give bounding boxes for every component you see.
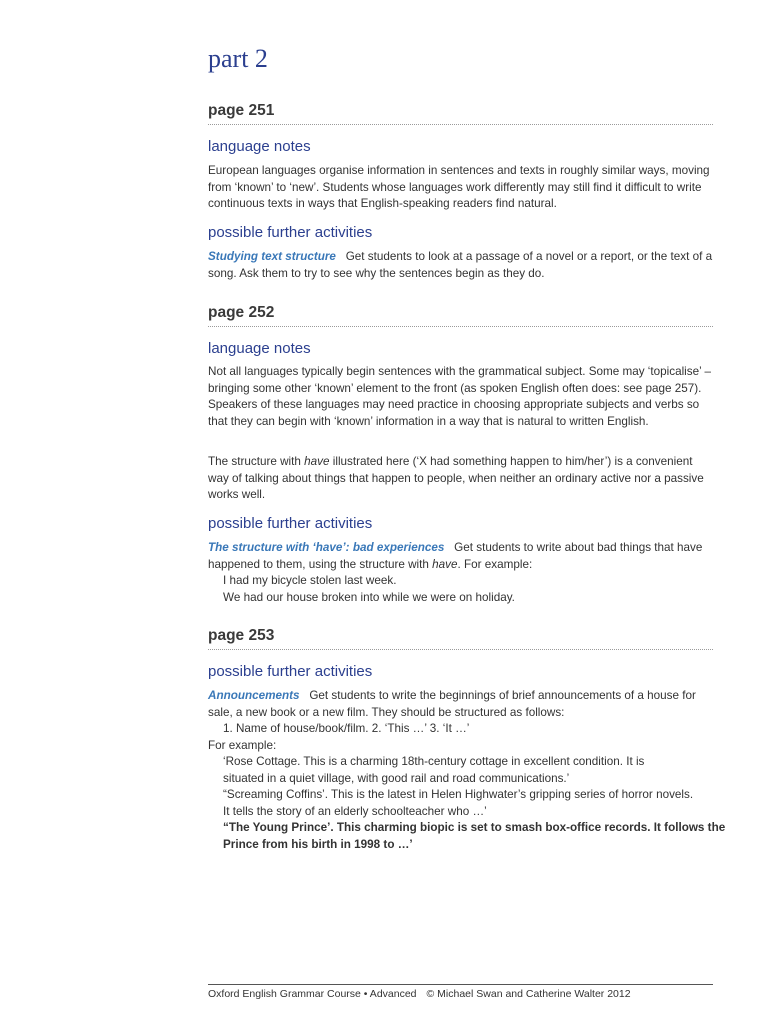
footer <box>208 988 713 1000</box>
language-notes-heading: language notes <box>208 340 311 357</box>
activities-heading: possible further activities <box>208 224 373 241</box>
activity-paragraph <box>208 688 726 853</box>
section-heading-page-251: page 251 <box>208 101 713 125</box>
footer-rule <box>208 984 713 985</box>
activity-text: Get students to write the beginnings of brief announcements of a house for sale, a new book or a new film. They should be structured as follows: <box>208 689 696 719</box>
footer-course: Oxford English Grammar Course • Advanced <box>208 988 417 1000</box>
activity-paragraph <box>208 249 713 282</box>
example-line: “Screaming Coffins’. This is the latest in Helen Highwater’s gripping series of horror novels. <box>223 788 694 801</box>
activity-label: The structure with ‘have’: bad experiences <box>208 541 445 554</box>
example-line: situated in a quiet village, with good rail and road communications.’ <box>223 771 570 785</box>
activity-paragraph <box>208 540 713 606</box>
activity-text: . For example: <box>457 557 533 571</box>
example-line: It tells the story of an elderly schoolteacher who …’ <box>223 804 487 818</box>
structure-line: 1. Name of house/book/film. 2. ‘This …’ 3. ‘It …’ <box>223 722 470 735</box>
italic-term: have <box>304 455 330 468</box>
part-title: part 2 <box>208 44 268 73</box>
text-run: illustrated here (‘X had something happen to him/her’) is a convenient way of talking about things that happen to people, when neither an ordinary active nor a passive works well. <box>208 455 704 501</box>
language-notes-text: Not all languages typically begin sentences with the grammatical subject. Some may ‘topicalise’ – bringing some other ‘known’ element to the front (as spoken English often does: see page 257). Speakers of these languages may need practice in choosing appropriate subjects and verbs so that they can begin with ‘known’ information in a way that is natural to written English. <box>208 365 712 428</box>
text-run: The structure with <box>208 455 305 468</box>
language-notes-text-2 <box>208 454 713 504</box>
activities-heading: possible further activities <box>208 663 373 680</box>
activity-text: Get students to look at a passage of a novel or a report, or the text of a song. Ask them to try to see why the sentences begin as they do. <box>208 250 713 280</box>
section-heading-page-252: page 252 <box>208 303 713 327</box>
section-heading-page-253: page 253 <box>208 626 713 650</box>
activity-label: Announcements <box>208 689 300 702</box>
example-line-bold: Prince from his birth in 1998 to …’ <box>223 837 413 851</box>
example-line: We had our house broken into while we were on holiday. <box>223 590 515 604</box>
footer-copyright: © Michael Swan and Catherine Walter 2012 <box>426 988 631 1000</box>
language-notes-text: European languages organise information in sentences and texts in roughly similar ways, moving from ‘known’ to ‘new’. Students whose languages work differently may still find it difficult to write continuous texts in ways that English-speaking readers find natural. <box>208 164 710 210</box>
activity-text: Get students to write about bad things that have happened to them, using the structure with <box>208 541 703 571</box>
language-notes-heading: language notes <box>208 138 311 155</box>
example-line: I had my bicycle stolen last week. <box>223 574 397 587</box>
example-line: ‘Rose Cottage. This is a charming 18th-century cottage in excellent condition. It is <box>223 755 645 768</box>
activity-label: Studying text structure <box>208 250 336 263</box>
for-example-label: For example: <box>208 738 277 752</box>
example-line-bold: “The Young Prince’. This charming biopic is set to smash box-office records. It follows the <box>223 821 726 834</box>
italic-term: have <box>432 557 458 571</box>
activities-heading: possible further activities <box>208 515 373 532</box>
